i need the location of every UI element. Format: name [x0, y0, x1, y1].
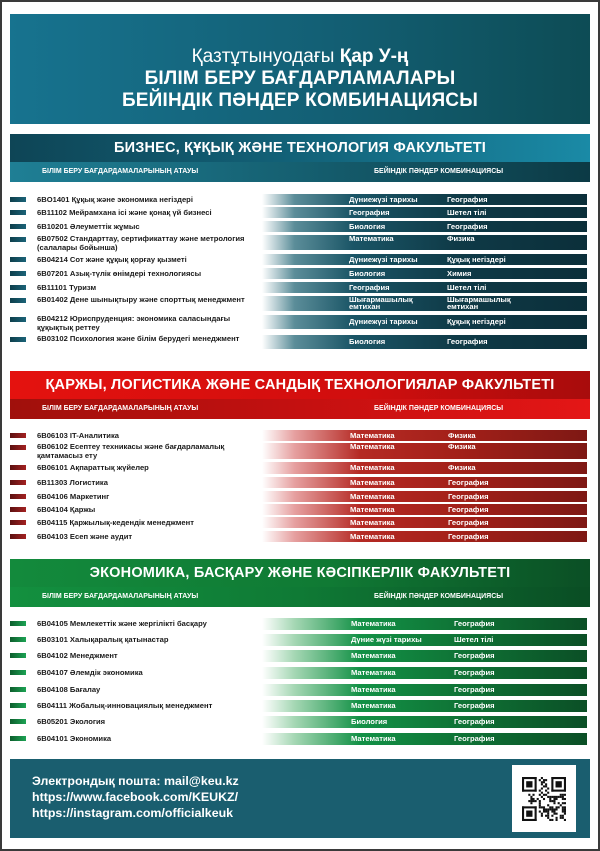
program-name: 6B04111 Жобалық-инновациялық менеджмент [37, 701, 213, 710]
program-row [0, 194, 600, 205]
program-name: 6B04115 Қаржылық-кедендік менеджмент [37, 518, 194, 527]
column-header-programs: БІЛІМ БЕРУ БАҒДАРДАМАЛАРЫНЫҢ АТАУЫ [42, 593, 199, 600]
row-marker-icon [10, 317, 26, 322]
program-row [0, 254, 600, 265]
subject-2: География [454, 668, 495, 677]
program-row [0, 650, 600, 662]
subject-2: География [448, 492, 489, 501]
subject-1: Математика [349, 234, 394, 243]
subject-1: Биология [349, 337, 386, 346]
row-marker-icon [10, 465, 26, 470]
program-row [0, 684, 600, 696]
subjects-band [262, 268, 587, 279]
row-marker-icon [10, 534, 26, 539]
column-header-subjects: БЕЙІНДІК ПӘНДЕР КОМБИНАЦИЯСЫ [374, 593, 504, 600]
program-name: 6B04102 Менеджмент [37, 651, 118, 660]
row-marker-icon [10, 298, 26, 303]
row-marker-icon [10, 237, 26, 242]
subject-1: Математика [351, 701, 396, 710]
subjects-band [262, 194, 587, 205]
program-row [0, 314, 600, 332]
subject-1: Математика [351, 685, 396, 694]
row-marker-icon [10, 210, 26, 215]
subjects-band [262, 430, 587, 441]
program-row [0, 700, 600, 712]
subjects-band [262, 634, 587, 646]
program-name: 6B03101 Халықаралық қатынастар [37, 635, 169, 644]
program-row [0, 531, 600, 542]
subject-1: Математика [351, 651, 396, 660]
row-marker-icon [10, 719, 26, 724]
section-header [10, 134, 590, 182]
subject-1: Дүние жүзі тарихы [351, 635, 422, 644]
subject-1: Математика [350, 532, 395, 541]
subject-2: Физика [447, 234, 475, 243]
header-banner [10, 14, 590, 124]
program-row [0, 296, 600, 311]
program-row [0, 491, 600, 502]
subjects-band [262, 254, 587, 265]
subject-2: География [448, 478, 489, 487]
row-marker-icon [10, 224, 26, 229]
program-name: 6B06102 Есептеу техникасы және бағдарламалық қамтамасыз ету [37, 442, 225, 460]
program-name: 6B03102 Психология және білім берудегі менеджмент [37, 334, 240, 343]
subject-2: География [447, 222, 488, 231]
subject-2: География [448, 518, 489, 527]
row-marker-icon [10, 271, 26, 276]
program-name: 6B04108 Бағалау [37, 685, 101, 694]
row-marker-icon [10, 621, 26, 626]
subject-1: Шығармашылық емтихан [349, 295, 413, 311]
program-name: 6B04106 Маркетинг [37, 492, 110, 501]
subject-1: Математика [350, 463, 395, 472]
program-row [0, 634, 600, 646]
header-line-2: БІЛІМ БЕРУ БАҒДАРЛАМАЛАРЫ [144, 68, 456, 89]
subject-1: Математика [351, 734, 396, 743]
column-header-subjects: БЕЙІНДІК ПӘНДЕР КОМБИНАЦИЯСЫ [374, 405, 504, 412]
row-marker-icon [10, 445, 26, 450]
header-line-1-bold: Қар У-ң [339, 46, 409, 67]
program-name: 6B04212 Юриспруденция: экономика саласындағы құқықтық реттеу [37, 314, 231, 332]
program-name: 6B04214 Сот және құқық қорғау қызметі [37, 255, 187, 264]
program-name: 6B01402 Дене шынықтыру және спорттық менеджмент [37, 295, 245, 304]
program-name: 6B06101 Ақпараттық жүйелер [37, 463, 149, 472]
section-header [10, 371, 590, 419]
subject-2: Химия [447, 269, 472, 278]
subject-1: Математика [350, 442, 395, 451]
qr-code-icon [522, 777, 566, 821]
subjects-band [262, 443, 587, 459]
subject-2: География [447, 195, 488, 204]
header-line-3: БЕЙІНДІК ПӘНДЕР КОМБИНАЦИЯСЫ [121, 90, 479, 111]
subjects-band [262, 477, 587, 488]
subject-2: Шетел тілі [447, 208, 487, 217]
subject-1: Дүниежүзі тарихы [349, 255, 418, 264]
program-row [0, 618, 600, 630]
column-header-programs: БІЛІМ БЕРУ БАҒДАРДАМАЛАРЫНЫҢ АТАУЫ [42, 168, 199, 175]
subject-1: Математика [350, 492, 395, 501]
subject-1: Биология [349, 222, 386, 231]
subjects-band [262, 733, 587, 745]
section-column-headers [10, 587, 590, 607]
subjects-band [262, 684, 587, 696]
program-name: 6B04104 Қаржы [37, 505, 96, 514]
subjects-band [262, 282, 587, 293]
row-marker-icon [10, 687, 26, 692]
subjects-band [262, 235, 587, 250]
program-name: 6B07502 Стандарттау, сертификаттау және метрология (салалары бойынша) [37, 234, 245, 252]
subject-2: География [454, 717, 495, 726]
subject-1: Математика [351, 668, 396, 677]
subjects-band [262, 531, 587, 542]
subject-2: Физика [448, 431, 476, 440]
program-name: 6B06103 IT-Аналитика [37, 431, 119, 440]
subject-2: География [454, 619, 495, 628]
contact-footer [10, 759, 590, 838]
row-marker-icon [10, 494, 26, 499]
subject-1: География [349, 208, 390, 217]
subjects-band [262, 315, 587, 329]
subjects-band [262, 517, 587, 528]
subject-2: Құқық негіздері [447, 255, 506, 264]
row-marker-icon [10, 520, 26, 525]
subject-2: География [448, 532, 489, 541]
subject-2: География [454, 701, 495, 710]
subject-2: Шетел тілі [454, 635, 494, 644]
subject-1: Математика [350, 518, 395, 527]
program-name: 6B04101 Экономика [37, 734, 112, 743]
column-header-programs: БІЛІМ БЕРУ БАҒДАРДАМАЛАРЫНЫҢ АТАУЫ [42, 405, 199, 412]
subject-2: География [454, 651, 495, 660]
program-name: 6B04105 Мемлекеттік және жергілікті басқару [37, 619, 207, 628]
subject-1: Биология [349, 269, 386, 278]
header-line-1-regular: Қазтұтынуодағы [191, 46, 340, 67]
program-name: 6BO1401 Құқық және экономика негіздері [37, 195, 193, 204]
program-row [0, 504, 600, 515]
program-row [0, 335, 600, 349]
row-marker-icon [10, 653, 26, 658]
program-row [0, 667, 600, 679]
subjects-band [262, 462, 587, 474]
program-name: 6B04107 Әлемдік экономика [37, 668, 143, 677]
subject-2: География [454, 734, 495, 743]
program-row [0, 221, 600, 232]
program-name: 6B05201 Экология [37, 717, 106, 726]
program-row [0, 430, 600, 441]
row-marker-icon [10, 433, 26, 438]
subject-2: Физика [448, 442, 476, 451]
row-marker-icon [10, 670, 26, 675]
section-title: ЭКОНОМИКА, БАСҚАРУ ЖӘНЕ КӘСІПКЕРЛІК ФАКУЛЬТЕТІ [10, 559, 590, 587]
column-header-subjects: БЕЙІНДІК ПӘНДЕР КОМБИНАЦИЯСЫ [374, 168, 504, 175]
subjects-band [262, 504, 587, 515]
qr-code[interactable] [512, 765, 576, 832]
row-marker-icon [10, 480, 26, 485]
program-row [0, 443, 600, 459]
subjects-band [262, 207, 587, 218]
subjects-band [262, 667, 587, 679]
subject-1: Биология [351, 717, 388, 726]
subjects-band [262, 296, 587, 311]
subjects-band [262, 335, 587, 349]
subjects-band [262, 700, 587, 712]
section-title: ҚАРЖЫ, ЛОГИСТИКА ЖӘНЕ САНДЫҚ ТЕХНОЛОГИЯЛАР ФАКУЛЬТЕТІ [10, 371, 590, 399]
program-name: 6B04103 Есеп және аудит [37, 532, 133, 541]
program-row [0, 235, 600, 250]
section-title: БИЗНЕС, ҚҰҚЫҚ ЖӘНЕ ТЕХНОЛОГИЯ ФАКУЛЬТЕТІ [10, 134, 590, 162]
subjects-band [262, 618, 587, 630]
program-name: 6B11303 Логистика [37, 478, 108, 487]
email-contact[interactable]: Электрондық пошта: mail@keu.kz [32, 774, 239, 788]
facebook-link[interactable]: https://www.facebook.com/KEUKZ/ [32, 790, 239, 804]
subjects-band [262, 491, 587, 502]
row-marker-icon [10, 337, 26, 342]
subject-1: География [349, 283, 390, 292]
subject-2: География [447, 337, 488, 346]
row-marker-icon [10, 507, 26, 512]
row-marker-icon [10, 197, 26, 202]
section-column-headers [10, 399, 590, 419]
row-marker-icon [10, 285, 26, 290]
subject-2: Физика [448, 463, 476, 472]
program-row [0, 716, 600, 728]
program-name: 6B07201 Азық-түлік өнімдері технологиясы [37, 269, 202, 278]
section-header [10, 559, 590, 607]
subject-2: Құқық негіздері [447, 317, 506, 326]
row-marker-icon [10, 736, 26, 741]
instagram-link[interactable]: https://instagram.com/officialkeuk [32, 806, 234, 820]
subject-1: Математика [350, 478, 395, 487]
subject-1: Дүниежүзі тарихы [349, 195, 418, 204]
subject-1: Математика [351, 619, 396, 628]
program-name: 6B11102 Мейрамхана ісі және қонақ үй бизнесі [37, 208, 212, 217]
subjects-band [262, 650, 587, 662]
subject-1: Математика [350, 505, 395, 514]
program-row [0, 733, 600, 745]
row-marker-icon [10, 637, 26, 642]
program-row [0, 207, 600, 218]
row-marker-icon [10, 257, 26, 262]
program-row [0, 517, 600, 528]
subject-2: Шығармашылық емтихан [447, 295, 511, 311]
program-row [0, 282, 600, 293]
subject-2: Шетел тілі [447, 283, 487, 292]
row-marker-icon [10, 703, 26, 708]
program-name: 6B10201 Әлеуметтік жұмыс [37, 222, 140, 231]
subject-2: География [454, 685, 495, 694]
subjects-band [262, 221, 587, 232]
header-line-1 [10, 46, 590, 68]
program-row [0, 477, 600, 488]
subject-1: Математика [350, 431, 395, 440]
subject-2: География [448, 505, 489, 514]
subject-1: Дүниежүзі тарихы [349, 317, 418, 326]
subjects-band [262, 716, 587, 728]
program-name: 6B11101 Туризм [37, 283, 97, 292]
program-row [0, 268, 600, 279]
section-column-headers [10, 162, 590, 182]
program-row [0, 462, 600, 474]
